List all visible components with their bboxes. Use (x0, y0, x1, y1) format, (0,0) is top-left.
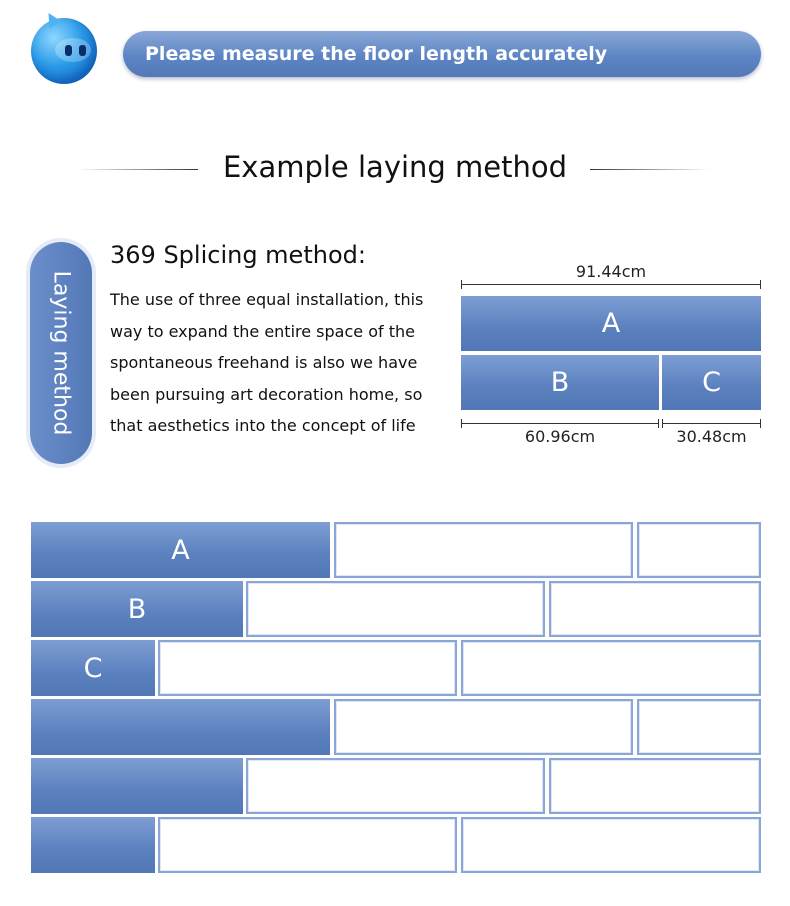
diagram-tile-c: C (662, 355, 761, 410)
laying-method-tab-label: Laying method (48, 270, 74, 436)
laying-method-tab (30, 242, 92, 464)
grid-tile-b: B (31, 581, 243, 637)
grid-tile-empty (549, 758, 761, 814)
section-divider-right (590, 169, 710, 170)
dimension-tick (461, 280, 462, 289)
header-banner (123, 31, 761, 77)
grid-tile-empty (246, 581, 545, 637)
method-description (110, 284, 455, 442)
diagram-tile-a: A (461, 296, 761, 351)
diagram-tile-b: B (461, 355, 659, 410)
grid-tile-empty (637, 522, 761, 578)
method-title: 369 Splicing method: (110, 241, 366, 269)
section-title: Example laying method (222, 150, 568, 184)
banner-text: Please measure the floor length accurately (145, 43, 608, 65)
grid-tile-empty (461, 640, 761, 696)
mascot-eye-right (79, 45, 86, 56)
grid-tile-a: A (31, 522, 330, 578)
dimension-line-c (662, 423, 761, 424)
dimension-label-total: 91.44cm (575, 262, 647, 281)
grid-tile-empty (637, 699, 761, 755)
section-divider-left (78, 169, 198, 170)
grid-tile-a-repeat (31, 699, 330, 755)
dimension-label-c: 30.48cm (676, 427, 747, 446)
dimension-tick (760, 280, 761, 289)
grid-tile-b-repeat (31, 758, 243, 814)
description-line: that aesthetics into the concept of life (110, 416, 416, 435)
mascot-icon (31, 18, 97, 84)
grid-tile-empty (246, 758, 545, 814)
grid-tile-c-repeat (31, 817, 155, 873)
grid-tile-c: C (31, 640, 155, 696)
dimension-line-total (461, 284, 761, 285)
description-line: way to expand the entire space of the (110, 321, 415, 341)
dimension-line-b (461, 423, 659, 424)
description-line: spontaneous freehand is also we have (110, 353, 418, 372)
grid-tile-empty (334, 522, 633, 578)
description-line: been pursuing art decoration home, so (110, 384, 423, 404)
grid-tile-empty (158, 817, 457, 873)
grid-tile-empty (158, 640, 457, 696)
grid-tile-empty (549, 581, 761, 637)
grid-tile-empty (334, 699, 633, 755)
description-line: The use of three equal installation, this (110, 290, 424, 309)
mascot-spike (42, 9, 61, 28)
mascot-eye-left (65, 45, 72, 56)
grid-tile-empty (461, 817, 761, 873)
dimension-label-b: 60.96cm (524, 427, 596, 446)
